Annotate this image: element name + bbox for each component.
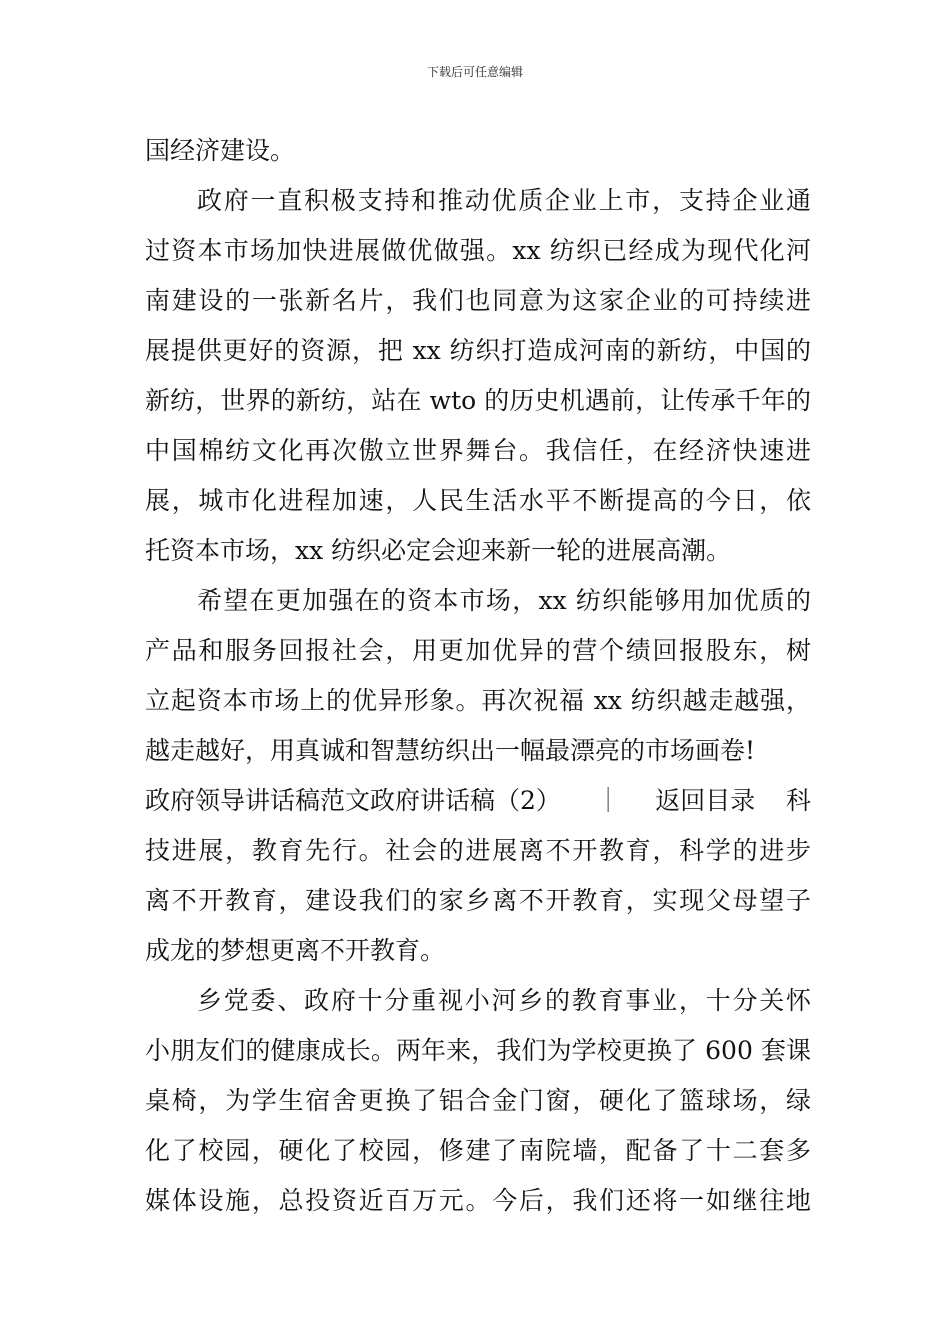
text-line: 展，城市化进程加速，人民生活水平不断提高的今日，依 (145, 486, 811, 515)
title-separator: ｜ (595, 786, 621, 815)
text-line: 小朋友们的健康成长。两年来，我们为学校更换了 600 套课 (145, 1036, 811, 1065)
text-line: 展提供更好的资源，把 xx 纺织打造成河南的新纺，中国的 (145, 336, 811, 365)
text-line: 国经济建设。 (145, 136, 296, 165)
text-line: 越走越好，用真诚和智慧纺织出一幅最漂亮的市场画卷! (145, 736, 756, 765)
text-line: 立起资本市场上的优异形象。再次祝福 xx 纺织越走越强， (145, 686, 811, 715)
text-line: 托资本市场，xx 纺织必定会迎来新一轮的进展高潮。 (145, 536, 732, 565)
text-line: 中国棉纺文化再次傲立世界舞台。我信任，在经济快速进 (145, 436, 811, 465)
document-body (145, 126, 811, 1226)
text-line: 化了校园，硬化了校园，修建了南院墙，配备了十二套多 (145, 1136, 811, 1165)
text-line: 离不开教育，建设我们的家乡离不开教育，实现父母望子 (145, 886, 811, 915)
section-title-line (145, 776, 811, 826)
text-line: 过资本市场加快进展做优做强。xx 纺织已经成为现代化河 (145, 236, 811, 265)
text-line: 政府一直积极支持和推动优质企业上市，支持企业通 (197, 186, 811, 215)
text-line: 媒体设施，总投资近百万元。今后，我们还将一如继往地 (145, 1186, 811, 1215)
page-header: 下载后可任意编辑 (426, 65, 523, 79)
text-line: 新纺，世界的新纺，站在 wto 的历史机遇前，让传承千年的 (145, 386, 811, 415)
text-line: 产品和服务回报社会，用更加优异的营个绩回报股东，树 (145, 636, 811, 665)
text-line: 希望在更加强在的资本市场，xx 纺织能够用加优质的 (197, 586, 811, 615)
back-to-toc-link[interactable]: 返回目录 (655, 786, 756, 815)
text-fragment: 科 (785, 786, 811, 815)
text-line: 南建设的一张新名片，我们也同意为这家企业的可持续进 (145, 286, 811, 315)
text-line: 乡党委、政府十分重视小河乡的教育事业，十分关怀 (197, 986, 811, 1015)
text-line: 成龙的梦想更离不开教育。 (145, 936, 446, 965)
text-line: 技进展，教育先行。社会的进展离不开教育，科学的进步 (145, 836, 811, 865)
section-title: 政府领导讲话稿范文政府讲话稿（2） (145, 786, 561, 815)
text-line: 桌椅，为学生宿舍更换了铝合金门窗，硬化了篮球场，绿 (145, 1086, 811, 1115)
